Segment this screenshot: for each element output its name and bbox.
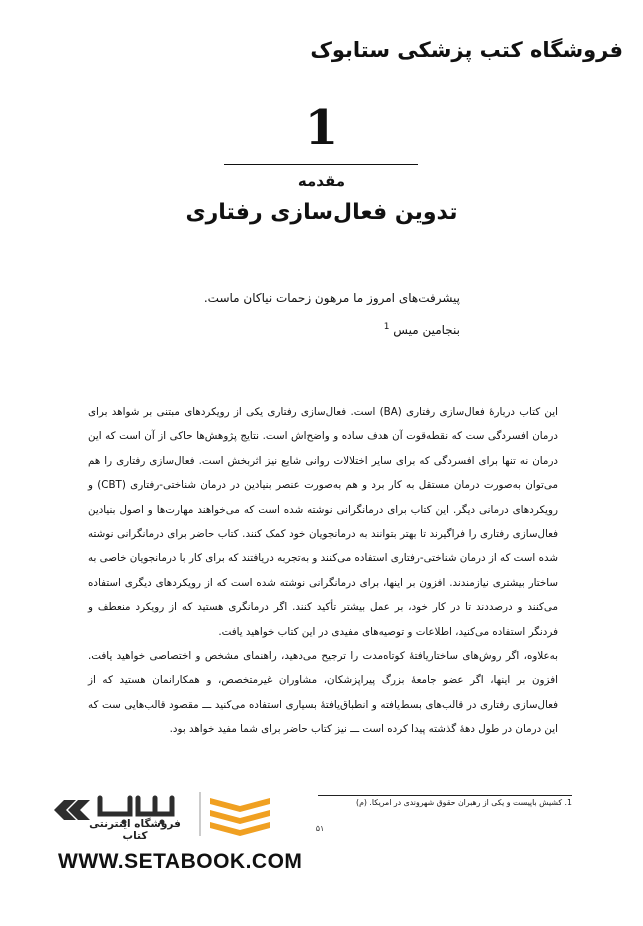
logo-tagline: فروشگاه اینترنتی کتاب — [89, 818, 181, 842]
website-url[interactable]: WWW.SETABOOK.COM — [58, 850, 303, 873]
epigraph — [140, 284, 460, 345]
epigraph-author: بنجامین میس — [393, 323, 460, 337]
chevron-icon — [54, 800, 90, 820]
chapter-number: 1 — [304, 100, 339, 156]
body-paragraph: این کتاب دربارهٔ فعال‌سازی رفتاری (BA) است. فعال‌سازی رفتاری یکی از رویکردهای مبتنی بر شواهد برای درمان افسردگی ست که نقطه‌قوت آن هدف ساده و واضح‌اش است. نتایج پژوهش‌ها حاکی از آن است که این درمان نه تنها برای افسردگی که برای سایر اختلالات روانی شایع نیز اثربخش است. فعال‌سازی رفتاری را هم می‌توان به‌صورت درمان مستقل به کار برد و هم به‌صورت عنصر بنیادین در درمان شناختی-رفتاری (CBT) و رویکردهای درمانی دیگر. این کتاب برای درمانگرانی نوشته شده است که می‌خواهند مهارت‌ها و اصول بنیادین فعال‌سازی رفتاری را فراگیرند تا بهتر بتوانند به درمانجویان خود کمک کنند. کتاب حاضر برای درمانگرانی نوشته شده است که از درمان شناختی-رفتاری استفاده می‌کنند و به‌تجربه دریافتند که برای کار با درمانجویان خاصی به ساختار بیشتری نیازمندند. افزون بر اینها، برای درمانگرانی نوشته شده است که از رویکردهای دیگری استفاده می‌کنند و درصددند تا در کار خود، بر عمل بیشتر تأکید کنند. اگر درمانگری هستید که از رویکرد منعطف و فردنگر استفاده می‌کنید، اطلاعات و توصیه‌های مفیدی در این کتاب خواهید یافت. — [88, 406, 558, 638]
epigraph-footnote-ref: 1 — [383, 322, 390, 332]
book-stack-icon — [210, 798, 270, 836]
chapter-title: تدوین فعال‌سازی رفتاری — [185, 200, 458, 225]
body-text — [88, 400, 558, 742]
epigraph-attribution — [140, 313, 460, 345]
page-header-title: فروشگاه کتب پزشکی ستابوک — [310, 38, 623, 62]
chapter-divider — [224, 164, 418, 165]
epigraph-quote: پیشرفت‌های امروز ما مرهون زحمات نیاکان ماست. — [203, 291, 460, 305]
page-number: ۵۱ — [315, 824, 325, 833]
chapter-label: مقدمه — [297, 172, 346, 190]
footnote: 1. کشیش باپیست و یکی از رهبران حقوق شهروندی در امریکا. (م) — [356, 798, 572, 807]
body-paragraph: به‌علاوه، اگر روش‌های ساختاریافتهٔ کوتاه‌مدت را ترجیح می‌دهید، راهنمای مشخص و اختصاصی خواهید یافت. افزون بر اینها، اگر عضو جامعهٔ بزرگ پیراپزشکان، مشاوران غیرمتخصص، و همکارانمان هستید که از فعال‌سازی رفتاری در قالب‌های بسط‌یافته و انطباق‌یافتهٔ بسیاری استفاده می‌کنید ـــ مقصود قالب‌هایی ست که این درمان در طول دههٔ گذشته پیدا کرده است ـــ نیز کتاب حاضر برای شما مفید خواهد بود. — [88, 650, 558, 736]
